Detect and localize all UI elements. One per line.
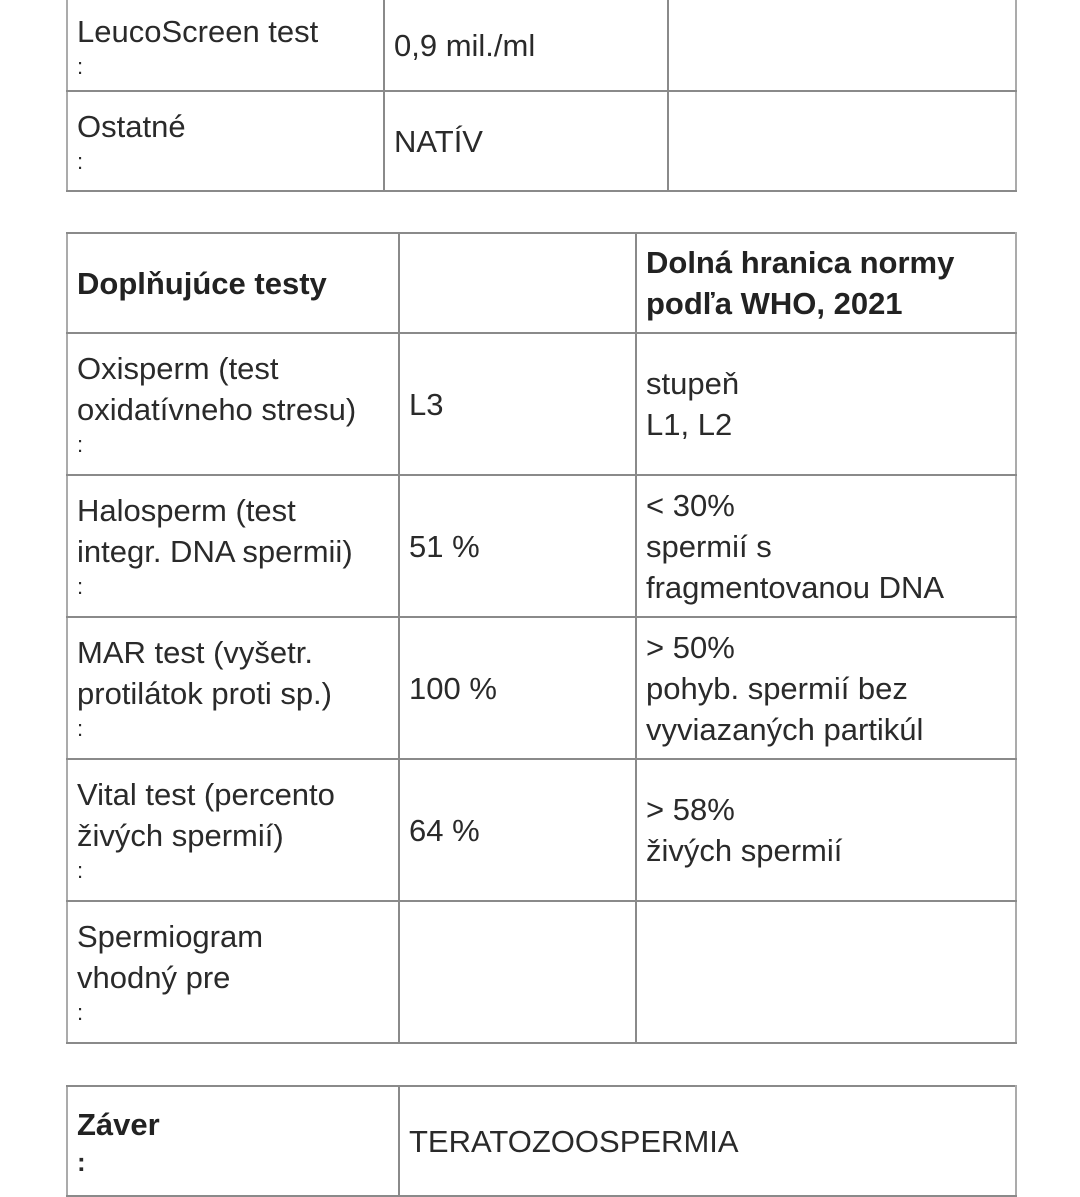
- colon: :: [77, 432, 84, 457]
- row-label: [67, 617, 399, 759]
- table-row: [67, 901, 1016, 1043]
- colon: :: [77, 1146, 86, 1177]
- label-line: Spermiogram: [77, 919, 264, 954]
- conclusion-value: TERATOZOOSPERMIA: [399, 1086, 1016, 1196]
- row-value: L3: [399, 333, 636, 475]
- norm-line: < 30%: [646, 487, 735, 523]
- header-value: [399, 233, 636, 333]
- row-value: 0,9 mil./ml: [384, 0, 668, 91]
- norm-line: L1, L2: [646, 407, 733, 442]
- table-header-row: [67, 233, 1016, 333]
- table-row: [67, 1086, 1016, 1196]
- norm-line: živých spermií: [646, 833, 843, 868]
- basic-results-table: [66, 0, 1017, 192]
- norm-line: stupeň: [646, 366, 740, 401]
- conclusion-label: [67, 1086, 399, 1196]
- row-label: [67, 0, 384, 91]
- label-line: integr. DNA spermii): [77, 534, 353, 569]
- row-norm: [636, 617, 1016, 759]
- label-line: MAR test (vyšetr.: [77, 635, 313, 670]
- label-line: Vital test (percento: [77, 777, 335, 812]
- label-line: živých spermií): [77, 818, 284, 853]
- colon: :: [77, 574, 84, 599]
- table-row: [67, 475, 1016, 617]
- norm-line: fragmentovanou DNA: [646, 569, 945, 605]
- header-norm-line1: Dolná hranica normy: [646, 245, 955, 280]
- row-norm: [636, 475, 1016, 617]
- norm-line: spermií s: [646, 528, 772, 564]
- header-norm-line2: podľa WHO, 2021: [646, 286, 903, 321]
- header-title: Doplňujúce testy: [67, 233, 399, 333]
- row-label: [67, 475, 399, 617]
- row-norm: [636, 759, 1016, 901]
- norm-line: pohyb. spermií bez: [646, 670, 908, 706]
- colon: :: [77, 716, 84, 741]
- supplementary-tests-table: [66, 232, 1017, 1044]
- label-line: protilátok proti sp.): [77, 676, 332, 711]
- norm-line: > 50%: [646, 629, 735, 665]
- row-value: 64 %: [399, 759, 636, 901]
- row-label: [67, 759, 399, 901]
- table-row: [67, 333, 1016, 475]
- colon: :: [77, 1000, 84, 1025]
- colon: :: [77, 858, 84, 883]
- label-line: Oxisperm (test: [77, 351, 279, 386]
- norm-line: vyviazaných partikúl: [646, 711, 924, 747]
- label-text: Ostatné: [77, 108, 186, 144]
- row-label: [67, 901, 399, 1043]
- conclusion-label-text: Záver: [77, 1106, 160, 1142]
- label-text: LeucoScreen test: [77, 14, 319, 49]
- label-line: oxidatívneho stresu): [77, 392, 357, 427]
- norm-line: > 58%: [646, 792, 735, 827]
- row-value: 100 %: [399, 617, 636, 759]
- row-norm: [668, 91, 1016, 191]
- row-norm: [668, 0, 1016, 91]
- colon: :: [77, 54, 84, 79]
- row-norm: [636, 333, 1016, 475]
- row-label: [67, 91, 384, 191]
- table-row: [67, 617, 1016, 759]
- colon: :: [77, 148, 84, 174]
- conclusion-table: [66, 1085, 1017, 1197]
- table-row: [67, 91, 1016, 191]
- row-value: NATÍV: [384, 91, 668, 191]
- row-norm: [636, 901, 1016, 1043]
- row-value: [399, 901, 636, 1043]
- table-row: [67, 759, 1016, 901]
- table-row: [67, 0, 1016, 91]
- header-norm: [636, 233, 1016, 333]
- row-label: [67, 333, 399, 475]
- label-line: Halosperm (test: [77, 493, 296, 528]
- row-value: 51 %: [399, 475, 636, 617]
- label-line: vhodný pre: [77, 960, 231, 995]
